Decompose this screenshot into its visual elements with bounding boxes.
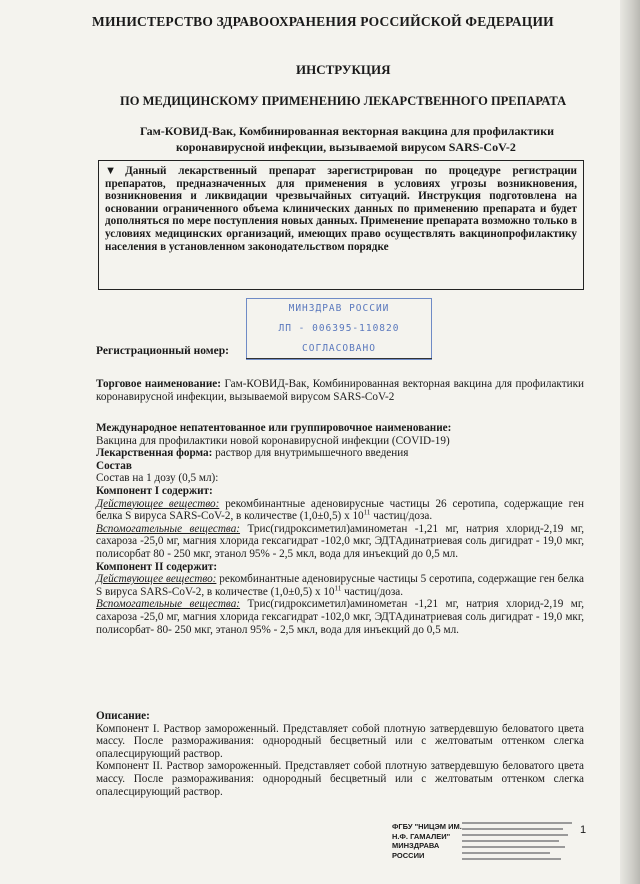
component2-excipients-label: Вспомогательные вещества: — [96, 598, 241, 611]
composition-title: Состав — [96, 459, 132, 472]
description-component2: Компонент II. Раствор замороженный. Представляет собой плотную затвердевшую беловатого цвета массу. После размораживания: однородный бесцветный или с желтоватым оттенком слегка опалесцирующий раствор. — [96, 760, 584, 798]
component1-active — [96, 498, 584, 523]
ministry-header: МИНИСТЕРСТВО ЗДРАВООХРАНЕНИЯ РОССИЙСКОЙ ФЕДЕРАЦИИ — [92, 14, 554, 29]
description-component1: Компонент I. Раствор замороженный. Представляет собой плотную затвердевшую беловатого цвета массу. После размораживания: однородный бесцветный или с желтоватым оттенком слегка опалесцирующий раствор. — [96, 722, 584, 760]
registration-number-label: Регистрационный номер: — [96, 345, 229, 357]
binder-edge — [620, 0, 640, 884]
component1-title: Компонент I содержит: — [96, 484, 213, 497]
component2-excipients — [96, 598, 584, 636]
component1-active-end: частиц/доза. — [373, 510, 433, 523]
inn-label: Международное непатентованное или группировочное наименование: — [96, 422, 452, 434]
component1-active-exponent: 11 — [363, 508, 371, 517]
stamp-line-reg-number: ЛП - 006395-110820 — [278, 323, 400, 334]
component1-active-text: рекомбинантные аденовирусные частицы 26 серотипа, содержащие ген белка S вируса SARS-CoV-2, в количестве (1,0±0,5) x 10 — [96, 497, 584, 523]
registration-underline — [246, 358, 432, 359]
dosage-form-value: раствор для внутримышечного введения — [215, 447, 409, 460]
component1-excipients-text: Трис(гидроксиметил)аминометан -1,21 мг, натрия хлорид-2,19 мг, сахароза -25,0 мг, магния хлорида гексагидрат -102,0 мкг, ЭДТАдинатриевая соль дигидрат - 19,0 мкг, полисорбат 80 - 250 мкг, этанол 95% - 2,5 мкл, вода для инъекций до 0,5 мл. — [96, 522, 584, 560]
page-number: 1 — [580, 824, 587, 836]
medical-use-title: ПО МЕДИЦИНСКОМУ ПРИМЕНЕНИЮ ЛЕКАРСТВЕННОГО ПРЕПАРАТА — [120, 94, 567, 108]
component2-active-label: Действующее вещество: — [96, 573, 217, 586]
trade-name-label: Торговое наименование: — [96, 378, 221, 390]
component1-excipients — [96, 523, 584, 561]
composition-per-dose: Состав на 1 дозу (0,5 мл): — [96, 472, 219, 485]
dosage-form-label: Лекарственная форма: — [96, 447, 213, 460]
instruction-title: ИНСТРУКЦИЯ — [296, 62, 391, 77]
component1-excipients-label: Вспомогательные вещества: — [96, 522, 241, 535]
inn-section — [96, 422, 584, 636]
inn-value: Вакцина для профилактики новой коронавирусной инфекции (COVID-19) — [96, 434, 450, 447]
component2-excipients-text: Трис(гидроксиметил)аминометан -1,21 мг, натрия хлорид-2,19 мг, сахароза -25,0 мг, магния хлорида гексагидрат -102,0 мкг, ЭДТАдинатриевая соль дигидрат - 19,0 мкг, полисорбат- 80- 250 мкг, этанол 95% - 2,5 мкл, вода для инъекций до 0,5 мл. — [96, 598, 584, 636]
component1-active-label: Действующее вещество: — [96, 497, 220, 510]
drug-title-line2: коронавирусной инфекции, вызываемой вирусом SARS-CoV-2 — [176, 140, 516, 154]
component2-active — [96, 573, 584, 598]
stamp-line-approved: СОГЛАСОВАНО — [302, 343, 376, 354]
emergency-registration-notice: ▼Данный лекарственный препарат зарегистрирован по процедуре регистрации препаратов, предназначенных для применения в условиях угрозы возникновения, возникновения и ликвидации чрезвычайных ситуаций. Инструкция подготовлена на основании ограниченного объема клинических данных по применению препарата и будет дополняться по мере поступления новых данных. Применение препарата возможно только в условиях медицинских организаций, имеющих право осуществлять вакцинопрофилактику населения в установленном законодательством порядке — [98, 160, 584, 290]
approval-stamp — [246, 298, 432, 360]
trade-name-section — [96, 378, 584, 403]
component2-title: Компонент II содержит: — [96, 560, 218, 573]
drug-title-line1: Гам-КОВИД-Вак, Комбинированная векторная вакцина для профилактики — [140, 124, 555, 138]
component2-active-end: частиц/доза. — [344, 585, 404, 598]
component2-active-exponent: 11 — [334, 583, 342, 592]
stamp-line-ministry: МИНЗДРАВ РОССИИ — [288, 303, 390, 314]
component2-active-text: рекомбинантные аденовирусные частицы 5 серотипа, содержащие ген белка S вируса SARS-CoV-2, в количестве (1,0±0,5) x 10 — [96, 573, 585, 598]
description-section — [96, 710, 584, 798]
trade-name-value: Гам-КОВИД-Вак, Комбинированная векторная вакцина для профилактики коронавирусной инфекции, вызываемой вирусом SARS-CoV-2 — [96, 378, 585, 403]
description-title: Описание: — [96, 710, 150, 722]
footer-organization: ФГБУ "НИЦЭМ ИМ. Н.Ф. ГАМАЛЕИ" МИНЗДРАВА РОССИИ — [392, 822, 462, 860]
footer-fine-print — [462, 822, 572, 864]
